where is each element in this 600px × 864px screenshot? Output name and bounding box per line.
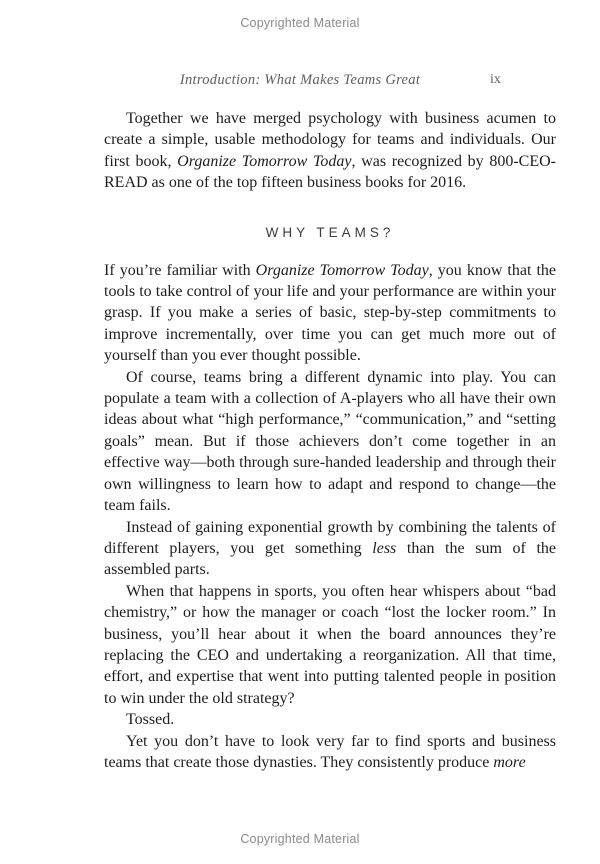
italic-text-run: less	[372, 539, 397, 557]
text-run: Instead of gaining exponential growth by combining the talents of different players, you get something	[104, 518, 556, 557]
text-run: Of course, teams bring a different dynamic into play. You can populate a team with a collection of A-players who all have their own ideas about what “high performance,” “communication,” and “setting goals” mean. But if those achievers don’t come together in an effective way—both through sure-handed leadership and through their own willingness to learn how to adapt and respond to change—the team fails.	[104, 368, 556, 515]
running-header-title: Introduction: What Makes Teams Great	[179, 72, 421, 88]
text-run: than the sum of the assembled parts.	[104, 539, 557, 579]
copyright-notice-bottom: Copyrighted Material	[240, 832, 360, 846]
body-text	[104, 108, 556, 773]
paragraph	[104, 731, 556, 774]
italic-text-run: more	[493, 753, 526, 771]
paragraph	[104, 709, 556, 730]
copyright-notice-top: Copyrighted Material	[240, 16, 360, 30]
running-header	[0, 72, 600, 92]
italic-text-run: Organize Tomorrow Today	[177, 152, 352, 170]
section-heading: WHY TEAMS?	[265, 224, 395, 240]
text-run: When that happens in sports, you often hear whispers about “bad chemistry,” or how the manager or coach “lost the locker room.” In business, you’ll hear about it when the board announces they’re replacing the CEO and undertaking a reorganization. All that time, effort, and expertise that went into putting talented people in position to win under the old strategy?	[104, 582, 556, 707]
paragraph	[104, 581, 556, 709]
text-run: , you know that the tools to take control of your life and your performance are within your grasp. If you make a series of basic, step-by-step commitments to improve incrementally, over time you can get much more out of yourself than you ever thought possible.	[104, 261, 556, 365]
paragraph	[104, 260, 556, 367]
italic-text-run: Organize Tomorrow Today	[255, 261, 429, 279]
paragraph	[104, 517, 556, 581]
text-run: , was recognized by 800-CEO-READ as one of the top fifteen business books for 2016.	[104, 152, 557, 192]
text-run: Together we have merged psychology with business acumen to create a simple, usable methodology for teams and individuals. Our first book,	[104, 110, 556, 170]
paragraph	[104, 108, 556, 194]
text-run: Yet you don’t have to look very far to find sports and business teams that create those dynasties. They consistently produce	[104, 732, 556, 771]
text-run: If you’re familiar with	[104, 261, 256, 279]
text-run: Tossed.	[126, 711, 175, 729]
page-number: ix	[490, 72, 501, 87]
paragraph	[104, 367, 556, 517]
